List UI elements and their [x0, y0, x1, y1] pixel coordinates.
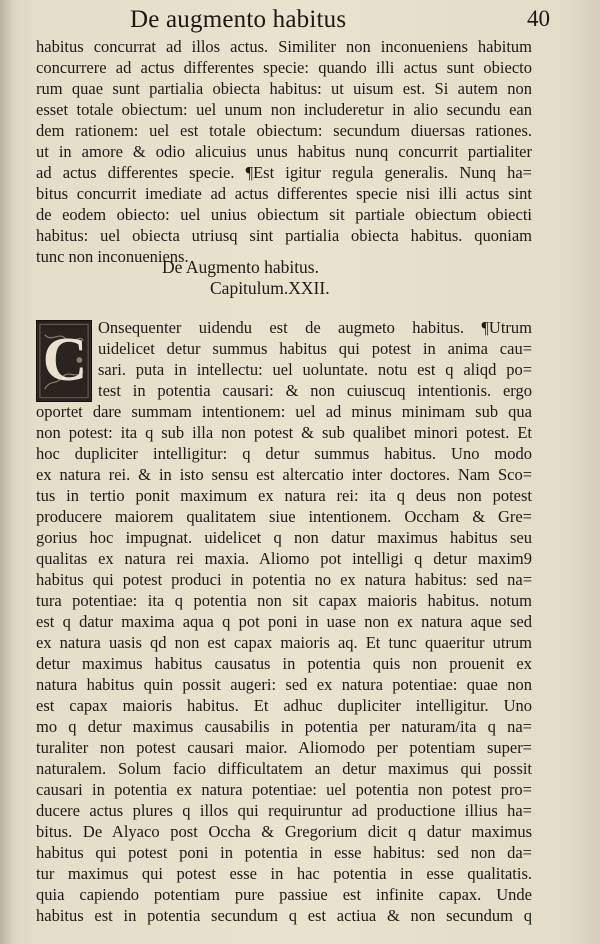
running-head: [130, 6, 550, 36]
text-line: producere maiorem qualitatem siue intentionem. Occham & Gre=: [36, 507, 532, 526]
text-line: Onsequenter uidendu est de augmeto habitus. ¶Utrum: [98, 318, 532, 337]
text-line: ex natura rei. & in isto sensu est altercatio inter doctores. Nam Sco=: [36, 465, 532, 484]
text-line: uidelicet detur summus habitus qui potest in anima cau=: [98, 339, 532, 358]
gutter-shadow: [0, 0, 14, 944]
text-line: esset totale obiectum: uel unum non includeretur in alio secundu ean: [36, 100, 532, 119]
text-line: qualitas ex natura rei maxia. Aliomo pot intelligi q detur maxim9: [36, 549, 532, 568]
decorated-initial: [36, 320, 92, 402]
chapter-title: De Augmento habitus.: [162, 257, 319, 277]
text-line: bitus. De Alyaco post Occha & Gregorium dicit q datur maximus: [36, 822, 532, 841]
text-line: sari. puta in intellectu: uel uoluntate. notu est q aliqd po=: [98, 360, 532, 379]
text-line: bitus concurrit imediate ad actus differentes specie nisi illi actus sint: [36, 184, 532, 203]
text-line: dem rationem: uel est totale obiectum: secundum diuersas rationes.: [36, 121, 532, 140]
text-line: tura potentiae: ita q potentia non sit capax maioris habitus. notum: [36, 591, 532, 610]
text-line: detur maximus habitus causatus in potentia quis non prouenit ex: [36, 654, 532, 673]
text-line: ducere actus plures q illos qui requiruntur ad productione illius ha=: [36, 801, 532, 820]
text-line: test in potentia causari: & non cuiuscuq intentionis. ergo: [98, 381, 532, 400]
text-line: ad actus differentes specie. ¶Est igitur regula generalis. Nunq ha=: [36, 163, 532, 182]
text-line: habitus qui potest poni in potentia in esse habitus: sed non da=: [36, 843, 532, 862]
text-line: concurrere ad actus differentes specie: quando illi actus sunt obiecto: [36, 58, 532, 77]
text-line: habitus qui potest produci in potentia no ex natura habitus: sed na=: [36, 570, 532, 589]
text-line: quia capiendo potentiam pure passiue est infinite capax. Unde: [36, 885, 532, 904]
text-line: habitus: uel obiecta utriusq sint partialia obiecta habitus. quoniam: [36, 226, 532, 245]
text-line: natura habitus quin possit augeri: sed ex natura potentiae: quae non: [36, 675, 532, 694]
text-line: ex natura uasis qd non est capax maioris aq. Et tunc quaeritur utrum: [36, 633, 532, 652]
chapter-number: Capitulum.XXII.: [210, 278, 330, 298]
text-line: rum quae sunt partialia obiecta habitus: ut uisum est. Si autem non: [36, 79, 532, 98]
text-line: gorius hoc impugnat. uidelicet q non datur maximus habitus seu: [36, 528, 532, 547]
text-line: habitus est in potentia secundum q est actiua & non secundum q: [36, 906, 532, 925]
text-line: est q datur maxima aqua q pot poni in uase non ex natura aque sed: [36, 612, 532, 631]
text-line: tur maximus qui potest esse in hac potentia in esse qualitatis.: [36, 864, 532, 883]
running-title: De augmento habitus: [130, 6, 347, 33]
text-line: habitus concurrat ad illos actus. Similiter non inconueniens habitum: [36, 37, 532, 56]
text-line: non potest: ita q sub illa non potest & sub qualibet minori potest. Et: [36, 423, 532, 442]
text-line: naturalem. Solum facio difficultatem an detur maximus qui possit: [36, 759, 532, 778]
text-line: oportet dare summam intentionem: uel ad minus minimam sub qua: [36, 402, 532, 421]
text-line: tunc non inconueniens.: [36, 247, 189, 266]
text-line: hoc dupliciter intelligitur: q detur summus habitus. Uno modo: [36, 444, 532, 463]
folio-number: 40: [527, 6, 550, 31]
text-line: de eodem obiecto: uel unius obiectum sit partiale obiectum obiecti: [36, 205, 532, 224]
text-line: turaliter non potest causari maior. Aliomodo per potentiam super=: [36, 738, 532, 757]
text-line: ut in amore & odio alicuius unus habitus nunq concurrit partialiter: [36, 142, 532, 161]
initial-letter: C: [42, 326, 88, 394]
text-line: mo q detur maximus causabilis in potentia per naturam/ita q na=: [36, 717, 532, 736]
text-line: est capax maioris habitus. Et adhuc dupliciter intelligitur. Uno: [36, 696, 532, 715]
text-line: tus in tertio ponit maximum ex natura rei: ita q deus non potest: [36, 486, 532, 505]
text-line: causari in potentia ex natura potentiae: uel potentia non potest pro=: [36, 780, 532, 799]
